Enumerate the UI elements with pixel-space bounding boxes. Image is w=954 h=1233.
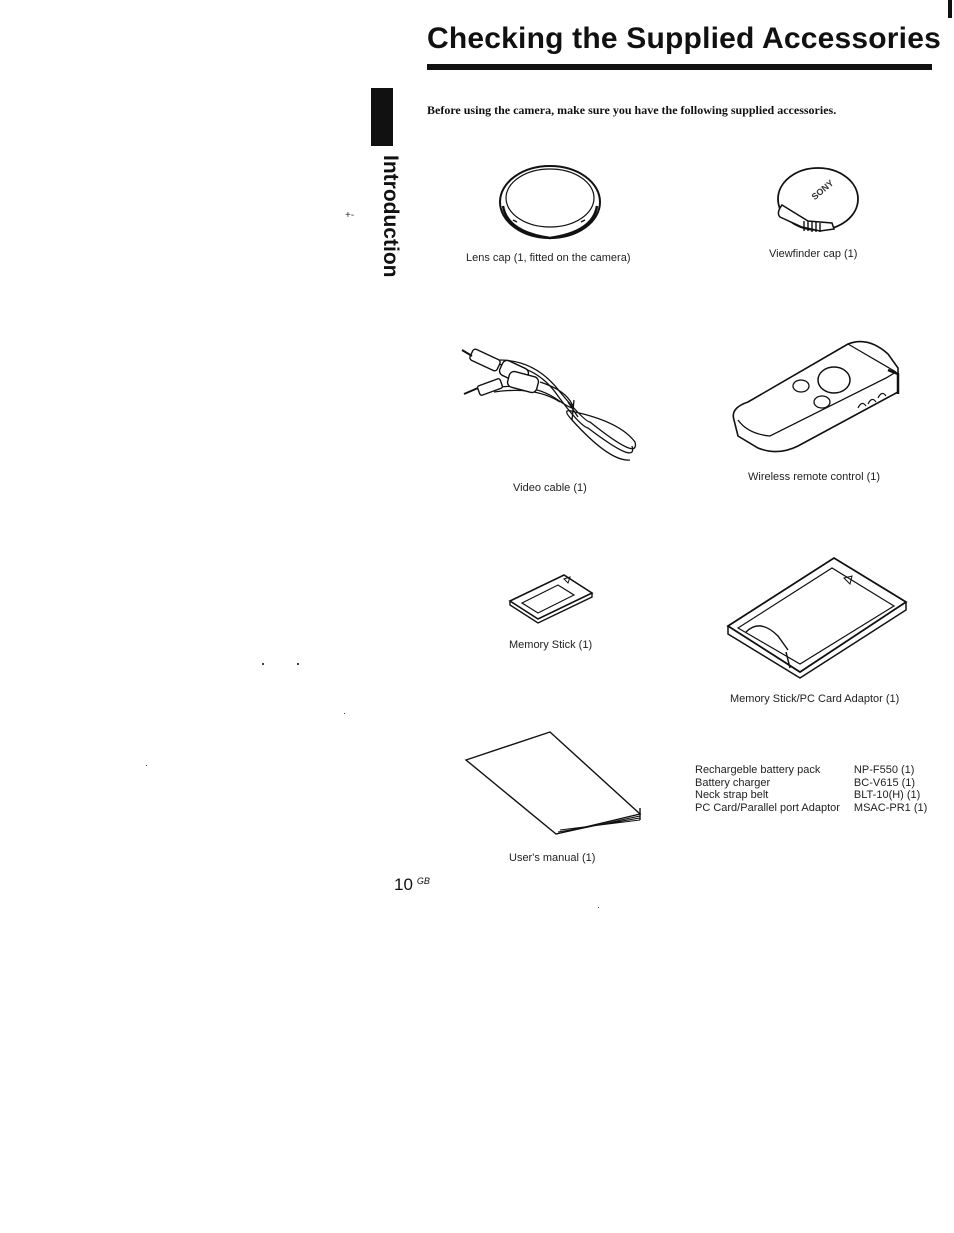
scan-speck (262, 663, 264, 665)
item-model: MSAC-PR1 (1) (853, 802, 928, 815)
item-name: PC Card/Parallel port Adaptor (695, 802, 840, 815)
item-model: BLT-10(H) (1) (853, 789, 921, 802)
item-model: NP-F550 (1) (853, 764, 915, 776)
manual-caption: User's manual (1) (509, 852, 596, 864)
page-number (394, 875, 430, 895)
list-item (695, 802, 927, 815)
item-name: Rechargeble battery pack (695, 764, 821, 776)
item-model: BC-V615 (1) (853, 776, 916, 789)
title-rule (427, 64, 932, 70)
remote-caption: Wireless remote control (1) (748, 471, 881, 483)
manual-booklet-illustration (464, 730, 644, 836)
scan-speck (344, 713, 345, 714)
page-number-value: 10 (394, 875, 413, 894)
memory-stick-illustration (508, 573, 596, 631)
lens-cap-illustration (495, 162, 605, 244)
item-name: Neck strap belt (695, 789, 769, 802)
list-item (695, 764, 927, 777)
remote-control-illustration (728, 338, 903, 456)
lens-cap-caption: Lens cap (1, fitted on the camera) (466, 252, 631, 264)
scan-speck (146, 765, 147, 766)
card-adaptor-illustration (726, 556, 908, 678)
video-cable-caption: Video cable (1) (513, 482, 587, 494)
margin-mark: +- (345, 210, 355, 221)
scan-speck (598, 907, 599, 908)
viewfinder-cap-illustration (768, 165, 863, 240)
memory-stick-caption: Memory Stick (1) (509, 639, 593, 651)
page-title: Checking the Supplied Accessories (427, 22, 941, 55)
scan-speck (297, 663, 299, 665)
svg-text:SONY: SONY (809, 177, 836, 202)
viewfinder-cap-caption: Viewfinder cap (1) (769, 248, 858, 260)
list-item (695, 777, 927, 790)
extra-items-list (695, 764, 927, 815)
adaptor-caption: Memory Stick/PC Card Adaptor (1) (730, 693, 900, 705)
item-name: Battery charger (695, 776, 771, 789)
section-label: Introduction (379, 155, 402, 278)
list-item (695, 789, 927, 802)
intro-text: Before using the camera, make sure you have the following supplied accessories. (427, 103, 837, 117)
page-edge-mark (948, 0, 952, 18)
section-tab-block (371, 88, 393, 146)
video-cable-illustration (460, 342, 645, 470)
page-number-suffix: GB (416, 876, 430, 886)
